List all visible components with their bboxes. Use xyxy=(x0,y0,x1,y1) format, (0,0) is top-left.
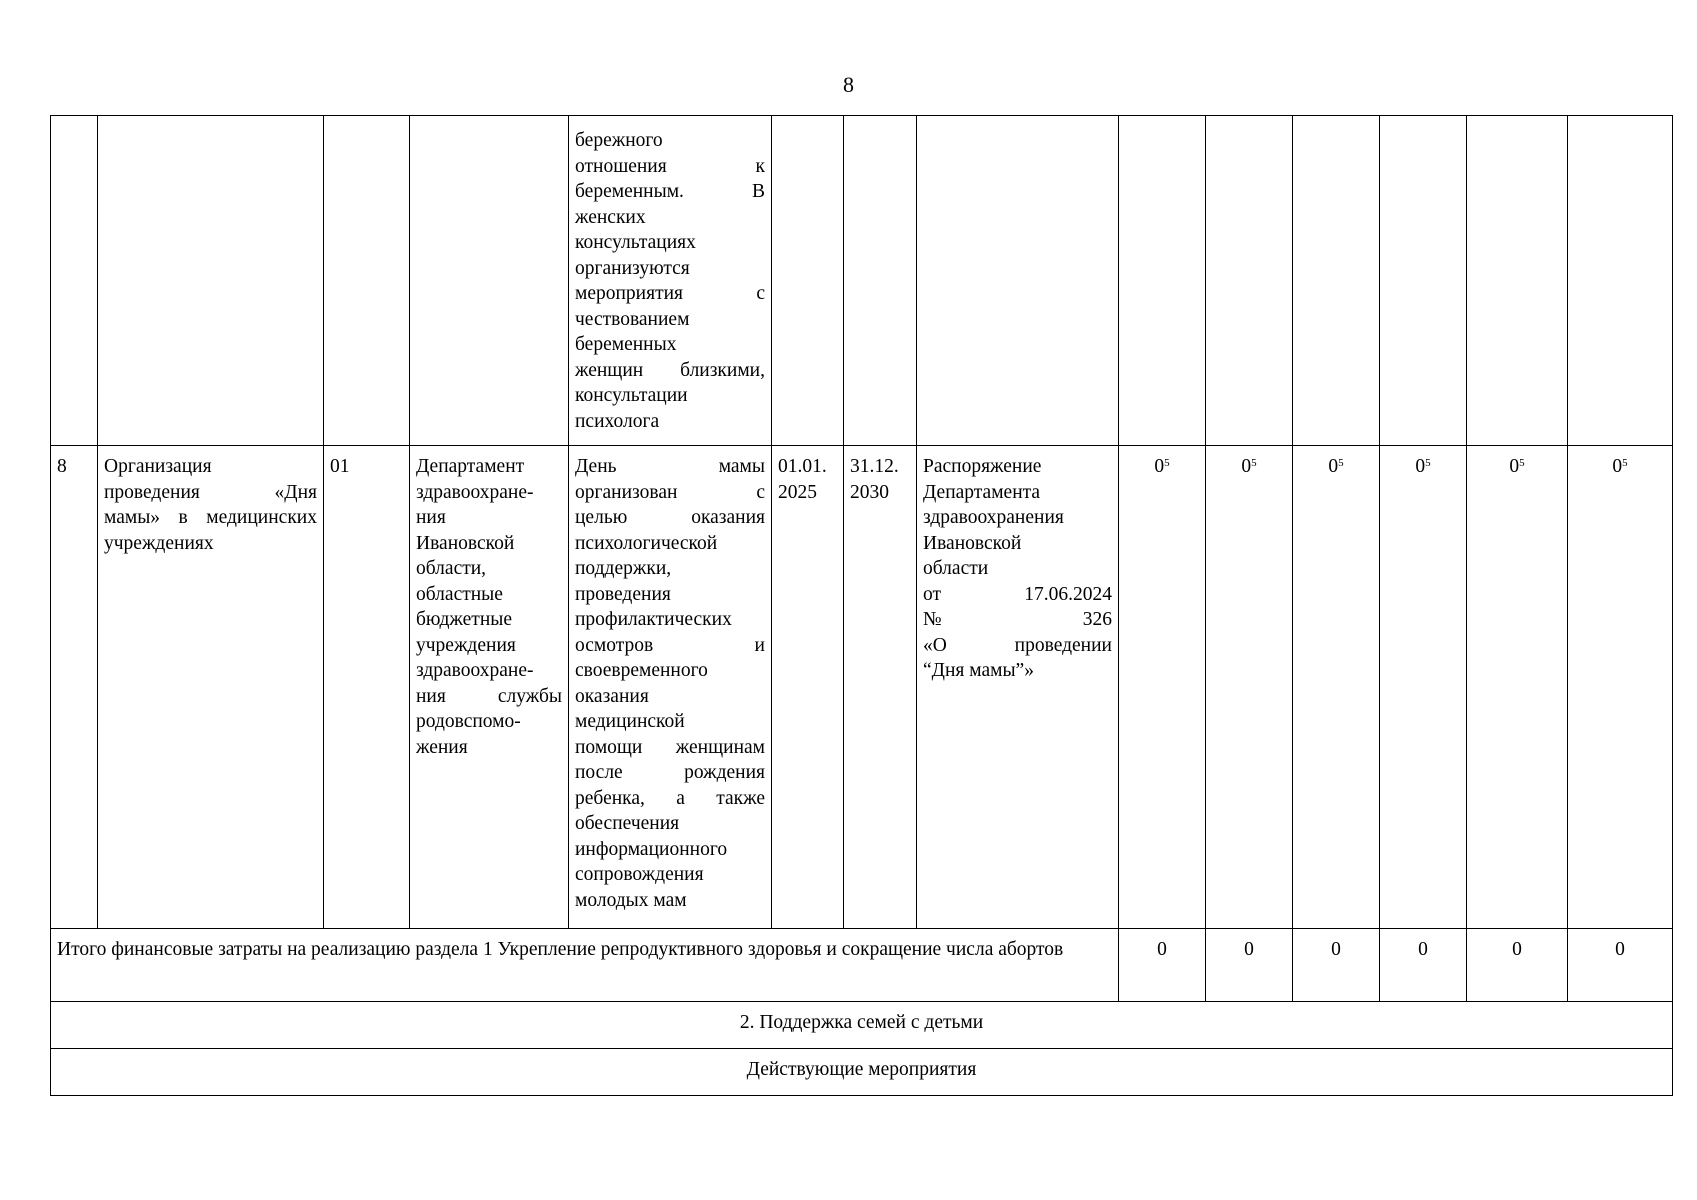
text-line: ребенка, а также xyxy=(575,787,765,809)
text-line: Ивановской xyxy=(923,532,1022,554)
text-line: отношения к xyxy=(575,155,765,177)
text-line: психолога xyxy=(575,410,660,432)
total-value: 0 xyxy=(1380,929,1467,1002)
funding-value xyxy=(1467,446,1568,929)
text-line: “Дня мамы”» xyxy=(923,660,1034,681)
cell-description xyxy=(569,116,772,446)
value-number: 0 xyxy=(1154,456,1165,477)
text-line: учреждения xyxy=(416,634,516,656)
text-line: «О проведении xyxy=(923,634,1112,656)
total-value: 0 xyxy=(1568,929,1673,1002)
measure-code: 01 xyxy=(324,446,410,929)
subsection-heading: Действующие мероприятия xyxy=(51,1049,1673,1096)
text-line: целью оказания xyxy=(575,507,765,528)
text-line: после рождения xyxy=(575,762,765,783)
text-line: организуются xyxy=(575,257,690,279)
cell-value xyxy=(1206,116,1293,446)
footnote-mark: 5 xyxy=(1164,457,1170,469)
text-line: своевременного xyxy=(575,660,708,681)
text-line: День мамы xyxy=(575,456,765,477)
cell-value xyxy=(1119,116,1206,446)
executor-lines xyxy=(416,454,562,760)
text-line: сопровождения xyxy=(575,864,704,885)
text-line: области xyxy=(923,558,989,579)
text-line: консультациях xyxy=(575,232,696,253)
text-line: Департамента xyxy=(923,481,1041,503)
text-line: профилактических xyxy=(575,609,732,630)
text-line: мероприятия с xyxy=(575,283,765,304)
cell-number xyxy=(51,116,98,446)
text-line: здравоохранения xyxy=(923,507,1064,528)
cell-document xyxy=(917,116,1119,446)
text-line: Распоряжение xyxy=(923,456,1042,477)
text-line: проведения «Дня xyxy=(104,481,317,503)
total-value: 0 xyxy=(1293,929,1380,1002)
value-number: 0 xyxy=(1415,456,1426,477)
cell-value xyxy=(1467,116,1568,446)
text-line: бюджетные xyxy=(416,609,513,630)
text-line: № 326 xyxy=(923,609,1112,630)
description-lines xyxy=(575,454,765,913)
footnote-mark: 5 xyxy=(1425,457,1431,469)
text-line: информационного xyxy=(575,838,728,860)
end-date-line-2: 2030 xyxy=(850,481,889,503)
text-line: оказания xyxy=(575,685,649,707)
text-line: женских xyxy=(575,206,646,228)
section-heading: 2. Поддержка семей с детьми xyxy=(51,1002,1673,1049)
text-line: чествованием xyxy=(575,308,690,330)
total-value: 0 xyxy=(1119,929,1206,1002)
text-line: учреждениях xyxy=(104,532,214,554)
text-line: здравоохране- xyxy=(416,660,534,681)
funding-value xyxy=(1119,446,1206,929)
value-number: 0 xyxy=(1328,456,1339,477)
cell-end xyxy=(844,116,917,446)
value-number: 0 xyxy=(1241,456,1252,477)
text-line: областные xyxy=(416,583,503,605)
measure-description xyxy=(569,446,772,929)
page-number: 8 xyxy=(843,72,854,97)
funding-value xyxy=(1293,446,1380,929)
text-line: медицинской xyxy=(575,711,685,732)
total-value: 0 xyxy=(1467,929,1568,1002)
value-number: 0 xyxy=(1612,456,1623,477)
cell-code xyxy=(324,116,410,446)
text-line: помощи женщинам xyxy=(575,736,765,758)
measure-name-lines xyxy=(104,454,317,556)
table-row-section xyxy=(51,1002,1673,1049)
text-line: женщин близкими, xyxy=(575,359,765,381)
footnote-mark: 5 xyxy=(1622,457,1628,469)
text-line: бережного xyxy=(575,130,663,151)
funding-value xyxy=(1568,446,1673,929)
footnote-mark: 5 xyxy=(1338,457,1344,469)
text-line: обеспечения xyxy=(575,813,680,834)
text-line: консультации xyxy=(575,385,688,406)
text-line: осмотров и xyxy=(575,634,765,656)
text-line: беременным. В xyxy=(575,181,765,202)
text-line: жения xyxy=(416,736,468,758)
cell-name xyxy=(98,116,324,446)
cell-executor xyxy=(410,116,569,446)
text-line: молодых мам xyxy=(575,889,687,911)
cell-value xyxy=(1568,116,1673,446)
description-lines xyxy=(575,128,765,434)
start-date-line-2: 2025 xyxy=(778,481,817,503)
table-row-subsection xyxy=(51,1049,1673,1096)
cell-start xyxy=(772,116,844,446)
text-line: родовспомо- xyxy=(416,711,521,732)
end-date-line-1: 31.12. xyxy=(850,456,899,477)
start-date xyxy=(772,446,844,929)
text-line: Организация xyxy=(104,456,212,477)
funding-value xyxy=(1380,446,1467,929)
text-line: психологической xyxy=(575,532,718,554)
value-number: 0 xyxy=(1509,456,1520,477)
footnote-mark: 5 xyxy=(1519,457,1525,469)
text-line: организован с xyxy=(575,481,765,503)
funding-value xyxy=(1206,446,1293,929)
measure-executor xyxy=(410,446,569,929)
footnote-mark: 5 xyxy=(1251,457,1257,469)
legal-document xyxy=(917,446,1119,929)
table-row-total xyxy=(51,929,1673,1002)
text-line: от 17.06.2024 xyxy=(923,583,1112,605)
measures-table xyxy=(50,115,1673,1096)
document-lines xyxy=(923,454,1112,684)
text-line: ния службы xyxy=(416,685,562,707)
end-date xyxy=(844,446,917,929)
table-row-continuation xyxy=(51,116,1673,446)
cell-value xyxy=(1380,116,1467,446)
text-line: ния xyxy=(416,507,446,528)
text-line: проведения xyxy=(575,583,671,605)
text-line: Ивановской xyxy=(416,532,515,554)
text-line: области, xyxy=(416,558,487,579)
text-line: мамы» в медицинских xyxy=(104,507,317,528)
total-value: 0 xyxy=(1206,929,1293,1002)
text-line: Департамент xyxy=(416,456,525,477)
row-number: 8 xyxy=(51,446,98,929)
cell-value xyxy=(1293,116,1380,446)
text-line: беременных xyxy=(575,334,677,355)
table-row-8 xyxy=(51,446,1673,929)
start-date-line-1: 01.01. xyxy=(778,456,827,477)
text-line: здравоохране- xyxy=(416,481,534,503)
total-label: Итого финансовые затраты на реализацию раздела 1 Укрепление репродуктивного здоровья и сокращение числа абортов xyxy=(51,929,1119,1002)
text-line: поддержки, xyxy=(575,558,672,579)
measure-name xyxy=(98,446,324,929)
